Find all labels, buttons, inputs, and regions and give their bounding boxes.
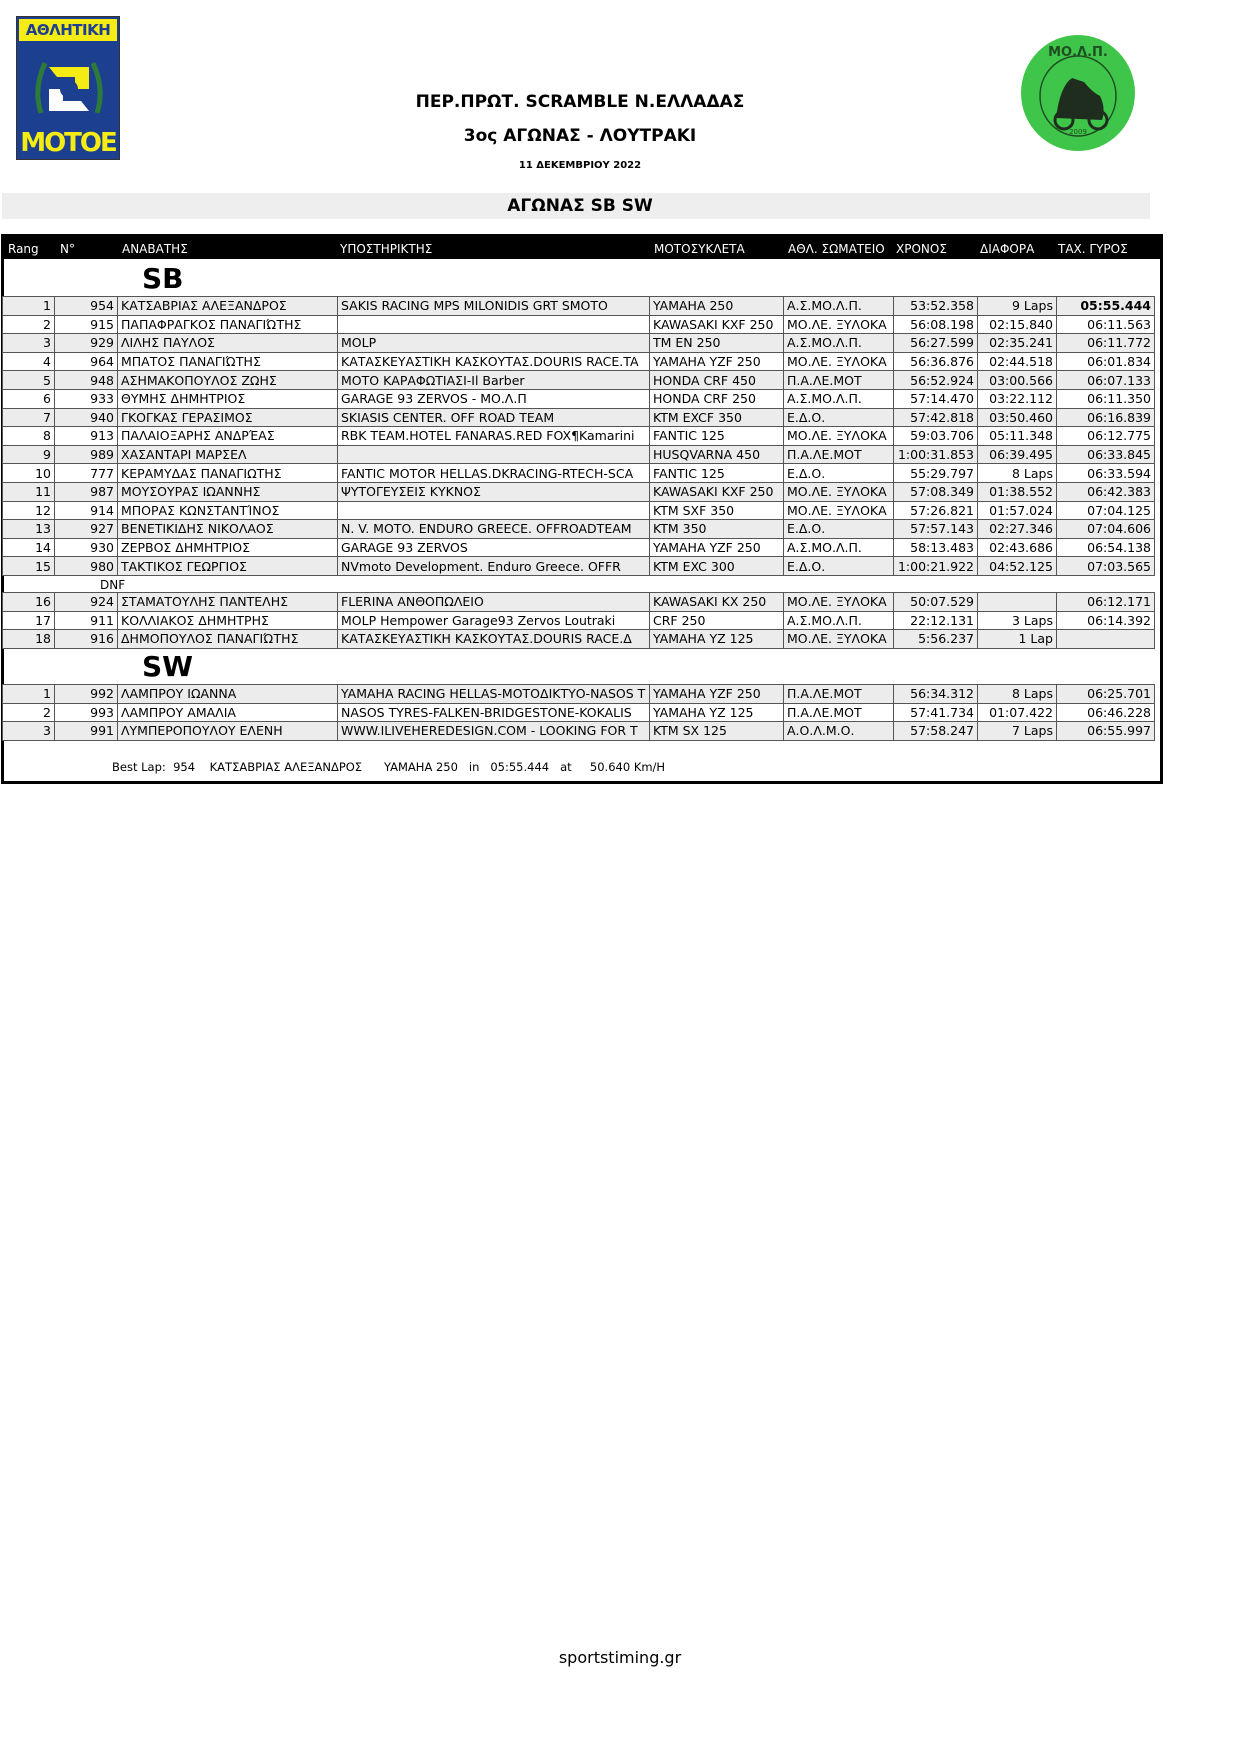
cell-bike: YAMAHA 250 — [650, 297, 784, 316]
cell-rang: 14 — [3, 538, 55, 557]
cell-rang: 11 — [3, 482, 55, 501]
cell-best-lap: 06:33.594 — [1057, 464, 1155, 483]
molp-logo-year: 2009 — [1069, 128, 1087, 136]
cell-diff: 04:52.125 — [978, 557, 1057, 576]
table-row — [3, 630, 1155, 649]
cell-best-lap: 06:25.701 — [1057, 685, 1155, 704]
cell-rider: ΧΑΣΑΝΤΑΡΙ ΜΑΡΣΕΛ — [118, 445, 338, 464]
cell-club: Α.Σ.ΜΟ.Λ.Π. — [784, 538, 894, 557]
cell-rang: 13 — [3, 520, 55, 539]
cell-diff: 02:35.241 — [978, 334, 1057, 353]
cell-no: 980 — [55, 557, 118, 576]
cell-best-lap: 06:54.138 — [1057, 538, 1155, 557]
cell-bike: YAMAHA YZ 125 — [650, 630, 784, 649]
cell-rider: ΜΟΥΣΟΥΡΑΣ ΙΩΑΝΝΗΣ — [118, 482, 338, 501]
cell-club: ΜΟ.ΛΕ. ΞΥΛΟΚΑ — [784, 593, 894, 612]
cell-rider: ΒΕΝΕΤΙΚΙΔΗΣ ΝΙΚΟΛΑΟΣ — [118, 520, 338, 539]
cell-rang: 8 — [3, 427, 55, 446]
table-row — [3, 501, 1155, 520]
cell-time: 57:57.143 — [894, 520, 978, 539]
cell-no: 933 — [55, 389, 118, 408]
table-row — [3, 445, 1155, 464]
table-row — [3, 557, 1155, 576]
cell-club: Ε.Δ.Ο. — [784, 557, 894, 576]
logo-top-text: ΑΘΛΗΤΙΚΗ — [19, 19, 117, 41]
cell-no: 992 — [55, 685, 118, 704]
results-table-sb — [2, 296, 1155, 576]
cell-rang: 1 — [3, 297, 55, 316]
cell-rang: 3 — [3, 334, 55, 353]
column-header-bar — [4, 240, 1160, 259]
cell-time: 59:03.706 — [894, 427, 978, 446]
cell-diff: 01:38.552 — [978, 482, 1057, 501]
cell-best-lap: 05:55.444 — [1057, 297, 1155, 316]
table-row — [3, 685, 1155, 704]
best-lap-bike: YAMAHA 250 — [384, 760, 458, 774]
championship-title: ΠΕΡ.ΠΡΩΤ. SCRAMBLE Ν.ΕΛΛΑΔΑΣ — [415, 92, 745, 112]
cell-diff: 1 Lap — [978, 630, 1057, 649]
cell-rider: ΠΑΠΑΦΡΑΓΚΟΣ ΠΑΝΑΓΙΏΤΗΣ — [118, 315, 338, 334]
footer-site: sportstiming.gr — [558, 1648, 682, 1667]
cell-no: 993 — [55, 703, 118, 722]
cell-team: N. V. MOTO. ENDURO GREECE. OFFROADTEAM — [338, 520, 650, 539]
col-header-rider: ΑΝΑΒΑΤΗΣ — [122, 242, 188, 256]
cell-club: Π.Α.ΛΕ.ΜΟΤ — [784, 685, 894, 704]
cell-club: ΜΟ.ΛΕ. ΞΥΛΟΚΑ — [784, 482, 894, 501]
cell-no: 916 — [55, 630, 118, 649]
table-row — [3, 593, 1155, 612]
cell-diff: 06:39.495 — [978, 445, 1057, 464]
cell-rang: 12 — [3, 501, 55, 520]
cell-bike: FANTIC 125 — [650, 427, 784, 446]
cell-time: 56:34.312 — [894, 685, 978, 704]
cell-time: 57:41.734 — [894, 703, 978, 722]
cell-club: Α.Σ.ΜΟ.Λ.Π. — [784, 611, 894, 630]
cell-team: RBK TEAM.HOTEL FANARAS.RED FOX¶Kamarini — [338, 427, 650, 446]
cell-rang: 4 — [3, 352, 55, 371]
cell-team — [338, 315, 650, 334]
cell-diff: 3 Laps — [978, 611, 1057, 630]
best-lap-rider: ΚΑΤΣΑΒΡΙΑΣ ΑΛΕΞΑΝΔΡΟΣ — [209, 760, 363, 774]
cell-rang: 15 — [3, 557, 55, 576]
cell-rider: ΚΕΡΑΜΥΔΑΣ ΠΑΝΑΓΙΩΤΗΣ — [118, 464, 338, 483]
table-row — [3, 520, 1155, 539]
cell-club: Α.Σ.ΜΟ.Λ.Π. — [784, 334, 894, 353]
cell-bike: KTM SXF 350 — [650, 501, 784, 520]
best-lap-no: 954 — [173, 760, 196, 774]
results-table-sb-dnf — [2, 592, 1155, 649]
cell-team: ΚΑΤΑΣΚΕΥΑΣΤΙΚΗ ΚΑΣΚΟΥΤΑΣ.DOURIS RACE.TA — [338, 352, 650, 371]
cell-bike: CRF 250 — [650, 611, 784, 630]
cell-time: 57:14.470 — [894, 389, 978, 408]
cell-rider: ΜΠΟΡΑΣ ΚΩΝΣΤΑΝΤΊΝΟΣ — [118, 501, 338, 520]
table-row — [3, 427, 1155, 446]
cell-no: 989 — [55, 445, 118, 464]
cell-best-lap: 06:46.228 — [1057, 703, 1155, 722]
cell-best-lap: 06:01.834 — [1057, 352, 1155, 371]
cell-rider: ΛΙΛΗΣ ΠΑΥΛΟΣ — [118, 334, 338, 353]
cell-bike: YAMAHA YZF 250 — [650, 352, 784, 371]
cell-team: FLERINA ΑΝΘΟΠΩΛΕΙΟ — [338, 593, 650, 612]
cell-bike: KAWASAKI KX 250 — [650, 593, 784, 612]
cell-no: 924 — [55, 593, 118, 612]
cell-team: SKIASIS CENTER. OFF ROAD TEAM — [338, 408, 650, 427]
cell-no: 914 — [55, 501, 118, 520]
cell-best-lap: 06:11.350 — [1057, 389, 1155, 408]
race-title: ΑΓΩΝΑΣ SB SW — [507, 196, 653, 216]
logo-bottom-text: ΜΟΤΟΕ — [20, 128, 116, 158]
cell-team: YAMAHA RACING HELLAS-ΜΟΤΟΔΙΚΤΥΟ-NASOS T — [338, 685, 650, 704]
cell-time: 57:08.349 — [894, 482, 978, 501]
cell-club: ΜΟ.ΛΕ. ΞΥΛΟΚΑ — [784, 352, 894, 371]
molp-logo-text: ΜΟ.Λ.Π. — [1048, 45, 1108, 60]
cell-team: MOLP — [338, 334, 650, 353]
col-header-team: ΥΠΟΣΤΗΡΙΚΤΗΣ — [340, 242, 433, 256]
cell-team: SAKIS RACING MPS MILONIDIS GRT SMOTO — [338, 297, 650, 316]
class-label-sb: SB — [142, 262, 184, 295]
cell-no: 991 — [55, 722, 118, 741]
cell-time: 57:42.818 — [894, 408, 978, 427]
cell-diff: 02:27.346 — [978, 520, 1057, 539]
cell-team: ΨΥΤΟΓΕΥΣΕΙΣ ΚΥΚΝΟΣ — [338, 482, 650, 501]
cell-time: 56:36.876 — [894, 352, 978, 371]
table-row — [3, 352, 1155, 371]
cell-rang: 6 — [3, 389, 55, 408]
dnf-label: DNF — [100, 578, 126, 592]
best-lap-time: 05:55.444 — [490, 760, 550, 774]
best-lap-label: Best Lap: — [112, 760, 166, 774]
cell-no: 930 — [55, 538, 118, 557]
cell-no: 911 — [55, 611, 118, 630]
cell-team: WWW.ILIVEHEREDESIGN.COM - LOOKING FOR T — [338, 722, 650, 741]
cell-diff: 05:11.348 — [978, 427, 1057, 446]
cell-rider: ΔΗΜΟΠΟΥΛΟΣ ΠΑΝΑΓΙΏΤΗΣ — [118, 630, 338, 649]
cell-time: 56:52.924 — [894, 371, 978, 390]
cell-rang: 7 — [3, 408, 55, 427]
table-row — [3, 703, 1155, 722]
cell-no: 940 — [55, 408, 118, 427]
col-header-diff: ΔΙΑΦΟΡΑ — [980, 242, 1035, 256]
cell-best-lap: 06:11.563 — [1057, 315, 1155, 334]
cell-diff — [978, 593, 1057, 612]
col-header-club: ΑΘΛ. ΣΩΜΑΤΕΙΟ — [788, 242, 885, 256]
cell-rang: 16 — [3, 593, 55, 612]
cell-rang: 2 — [3, 315, 55, 334]
cell-bike: HONDA CRF 450 — [650, 371, 784, 390]
molp-logo-icon — [1020, 34, 1136, 152]
cell-time: 58:13.483 — [894, 538, 978, 557]
cell-time: 50:07.529 — [894, 593, 978, 612]
cell-rang: 18 — [3, 630, 55, 649]
cell-rider: ΣΤΑΜΑΤΟΥΛΗΣ ΠΑΝΤΕΛΗΣ — [118, 593, 338, 612]
cell-time: 57:26.821 — [894, 501, 978, 520]
cell-no: 913 — [55, 427, 118, 446]
cell-best-lap: 06:42.383 — [1057, 482, 1155, 501]
cell-club: ΜΟ.ΛΕ. ΞΥΛΟΚΑ — [784, 501, 894, 520]
cell-club: Α.Σ.ΜΟ.Λ.Π. — [784, 389, 894, 408]
cell-diff: 02:15.840 — [978, 315, 1057, 334]
motoe-logo-icon — [35, 53, 103, 125]
table-row — [3, 334, 1155, 353]
best-lap-summary — [112, 760, 665, 774]
cell-bike: TM EN 250 — [650, 334, 784, 353]
cell-best-lap: 06:55.997 — [1057, 722, 1155, 741]
cell-best-lap — [1057, 630, 1155, 649]
cell-club: Α.Σ.ΜΟ.Λ.Π. — [784, 297, 894, 316]
cell-club: Ε.Δ.Ο. — [784, 408, 894, 427]
table-row — [3, 538, 1155, 557]
cell-bike: YAMAHA YZF 250 — [650, 538, 784, 557]
cell-time: 1:00:21.922 — [894, 557, 978, 576]
cell-team: GARAGE 93 ZERVOS — [338, 538, 650, 557]
cell-rider: ΠΑΛΑΙΟΞΑΡΗΣ ΑΝΔΡΈΑΣ — [118, 427, 338, 446]
cell-rang: 1 — [3, 685, 55, 704]
cell-time: 55:29.797 — [894, 464, 978, 483]
cell-club: Π.Α.ΛΕ.ΜΟΤ — [784, 371, 894, 390]
cell-club: ΜΟ.ΛΕ. ΞΥΛΟΚΑ — [784, 427, 894, 446]
cell-diff: 7 Laps — [978, 722, 1057, 741]
cell-no: 987 — [55, 482, 118, 501]
cell-best-lap: 06:11.772 — [1057, 334, 1155, 353]
cell-rider: ΚΑΤΣΑΒΡΙΑΣ ΑΛΕΞΑΝΔΡΟΣ — [118, 297, 338, 316]
cell-club: Π.Α.ΛΕ.ΜΟΤ — [784, 445, 894, 464]
cell-bike: FANTIC 125 — [650, 464, 784, 483]
table-row — [3, 408, 1155, 427]
cell-rider: ΑΣΗΜΑΚΟΠΟΥΛΟΣ ΖΩΗΣ — [118, 371, 338, 390]
cell-team: MOLP Hempower Garage93 Zervos Loutraki — [338, 611, 650, 630]
class-label-sw: SW — [142, 650, 194, 683]
cell-no: 929 — [55, 334, 118, 353]
cell-team: FANTIC MOTOR HELLAS.DKRACING-RTECH-SCA — [338, 464, 650, 483]
table-row — [3, 482, 1155, 501]
cell-rang: 3 — [3, 722, 55, 741]
cell-best-lap: 07:04.606 — [1057, 520, 1155, 539]
cell-diff: 02:43.686 — [978, 538, 1057, 557]
cell-team: NVmoto Development. Enduro Greece. OFFR — [338, 557, 650, 576]
event-date: 11 ΔΕΚΕΜΒΡΙΟΥ 2022 — [518, 160, 642, 171]
cell-rang: 17 — [3, 611, 55, 630]
cell-time: 56:27.599 — [894, 334, 978, 353]
cell-diff: 01:57.024 — [978, 501, 1057, 520]
col-header-bike: ΜΟΤΟΣΥΚΛΕΤΑ — [654, 242, 745, 256]
table-row — [3, 371, 1155, 390]
cell-rider: ΛΥΜΠΕΡΟΠΟΥΛΟΥ ΕΛΕΝΗ — [118, 722, 338, 741]
cell-time: 5:56.237 — [894, 630, 978, 649]
cell-bike: KTM EXCF 350 — [650, 408, 784, 427]
cell-rider: ΤΑΚΤΙΚΟΣ ΓΕΩΡΓΙΟΣ — [118, 557, 338, 576]
cell-no: 954 — [55, 297, 118, 316]
cell-time: 56:08.198 — [894, 315, 978, 334]
cell-best-lap: 07:03.565 — [1057, 557, 1155, 576]
cell-rider: ΖΕΡΒΟΣ ΔΗΜΗΤΡΙΟΣ — [118, 538, 338, 557]
table-row — [3, 315, 1155, 334]
cell-bike: HONDA CRF 250 — [650, 389, 784, 408]
table-row — [3, 722, 1155, 741]
cell-time: 1:00:31.853 — [894, 445, 978, 464]
cell-bike: KAWASAKI KXF 250 — [650, 315, 784, 334]
table-row — [3, 297, 1155, 316]
cell-team: ΚΑΤΑΣΚΕΥΑΣΤΙΚΗ ΚΑΣΚΟΥΤΑΣ.DOURIS RACE.Δ — [338, 630, 650, 649]
cell-bike: YAMAHA YZF 250 — [650, 685, 784, 704]
cell-team: GARAGE 93 ZERVOS - ΜΟ.Λ.Π — [338, 389, 650, 408]
cell-rider: ΚΟΛΛΙΑΚΟΣ ΔΗΜΗΤΡΗΣ — [118, 611, 338, 630]
cell-no: 927 — [55, 520, 118, 539]
cell-team: ΜΟΤΟ ΚΑΡΑΦΩΤΙΑΣΙ-Il Barber — [338, 371, 650, 390]
cell-rang: 2 — [3, 703, 55, 722]
results-table-sw — [2, 684, 1155, 741]
cell-diff: 03:50.460 — [978, 408, 1057, 427]
cell-best-lap: 07:04.125 — [1057, 501, 1155, 520]
cell-diff: 9 Laps — [978, 297, 1057, 316]
cell-team — [338, 445, 650, 464]
cell-club: Π.Α.ΛΕ.ΜΟΤ — [784, 703, 894, 722]
event-title: 3ος ΑΓΩΝΑΣ - ΛΟΥΤΡΑΚΙ — [463, 126, 697, 146]
cell-club: Ε.Δ.Ο. — [784, 464, 894, 483]
cell-best-lap: 06:16.839 — [1057, 408, 1155, 427]
cell-no: 948 — [55, 371, 118, 390]
table-row — [3, 611, 1155, 630]
cell-time: 57:58.247 — [894, 722, 978, 741]
cell-rang: 10 — [3, 464, 55, 483]
cell-diff: 8 Laps — [978, 685, 1057, 704]
cell-time: 53:52.358 — [894, 297, 978, 316]
cell-diff: 02:44.518 — [978, 352, 1057, 371]
cell-diff: 03:00.566 — [978, 371, 1057, 390]
best-lap-at: at — [560, 760, 572, 774]
cell-no: 915 — [55, 315, 118, 334]
cell-team — [338, 501, 650, 520]
cell-bike: KTM 350 — [650, 520, 784, 539]
cell-diff: 8 Laps — [978, 464, 1057, 483]
cell-bike: KAWASAKI KXF 250 — [650, 482, 784, 501]
motoe-logo — [16, 16, 120, 160]
cell-diff: 01:07.422 — [978, 703, 1057, 722]
col-header-best-lap: ΤΑΧ. ΓΥΡΟΣ — [1058, 242, 1128, 256]
cell-club: Α.Ο.Λ.Μ.Ο. — [784, 722, 894, 741]
cell-rang: 9 — [3, 445, 55, 464]
cell-best-lap: 06:12.775 — [1057, 427, 1155, 446]
cell-rang: 5 — [3, 371, 55, 390]
cell-diff: 03:22.112 — [978, 389, 1057, 408]
cell-best-lap: 06:12.171 — [1057, 593, 1155, 612]
col-header-no: N° — [60, 242, 75, 256]
cell-club: Ε.Δ.Ο. — [784, 520, 894, 539]
cell-rider: ΜΠΑΤΟΣ ΠΑΝΑΓΙΏΤΗΣ — [118, 352, 338, 371]
cell-bike: KTM EXC 300 — [650, 557, 784, 576]
cell-bike: KTM SX 125 — [650, 722, 784, 741]
table-row — [3, 389, 1155, 408]
cell-bike: HUSQVARNA 450 — [650, 445, 784, 464]
cell-best-lap: 06:33.845 — [1057, 445, 1155, 464]
cell-no: 964 — [55, 352, 118, 371]
cell-no: 777 — [55, 464, 118, 483]
best-lap-in: in — [468, 760, 480, 774]
cell-club: ΜΟ.ΛΕ. ΞΥΛΟΚΑ — [784, 315, 894, 334]
col-header-rang: Rang — [8, 242, 39, 256]
cell-bike: YAMAHA YZ 125 — [650, 703, 784, 722]
col-header-time: ΧΡΟΝΟΣ — [896, 242, 947, 256]
cell-club: ΜΟ.ΛΕ. ΞΥΛΟΚΑ — [784, 630, 894, 649]
cell-team: NASOS TYRES-FALKEN-BRIDGESTONE-KOKALIS — [338, 703, 650, 722]
cell-time: 22:12.131 — [894, 611, 978, 630]
table-row — [3, 464, 1155, 483]
best-lap-speed: 50.640 Km/H — [589, 760, 666, 774]
cell-rider: ΘΥΜΗΣ ΔΗΜΗΤΡΙΟΣ — [118, 389, 338, 408]
cell-rider: ΛΑΜΠΡΟΥ ΙΩΑΝΝΑ — [118, 685, 338, 704]
cell-rider: ΓΚΟΓΚΑΣ ΓΕΡΑΣΙΜΟΣ — [118, 408, 338, 427]
cell-best-lap: 06:07.133 — [1057, 371, 1155, 390]
cell-best-lap: 06:14.392 — [1057, 611, 1155, 630]
cell-rider: ΛΑΜΠΡΟΥ ΑΜΑΛΙΑ — [118, 703, 338, 722]
